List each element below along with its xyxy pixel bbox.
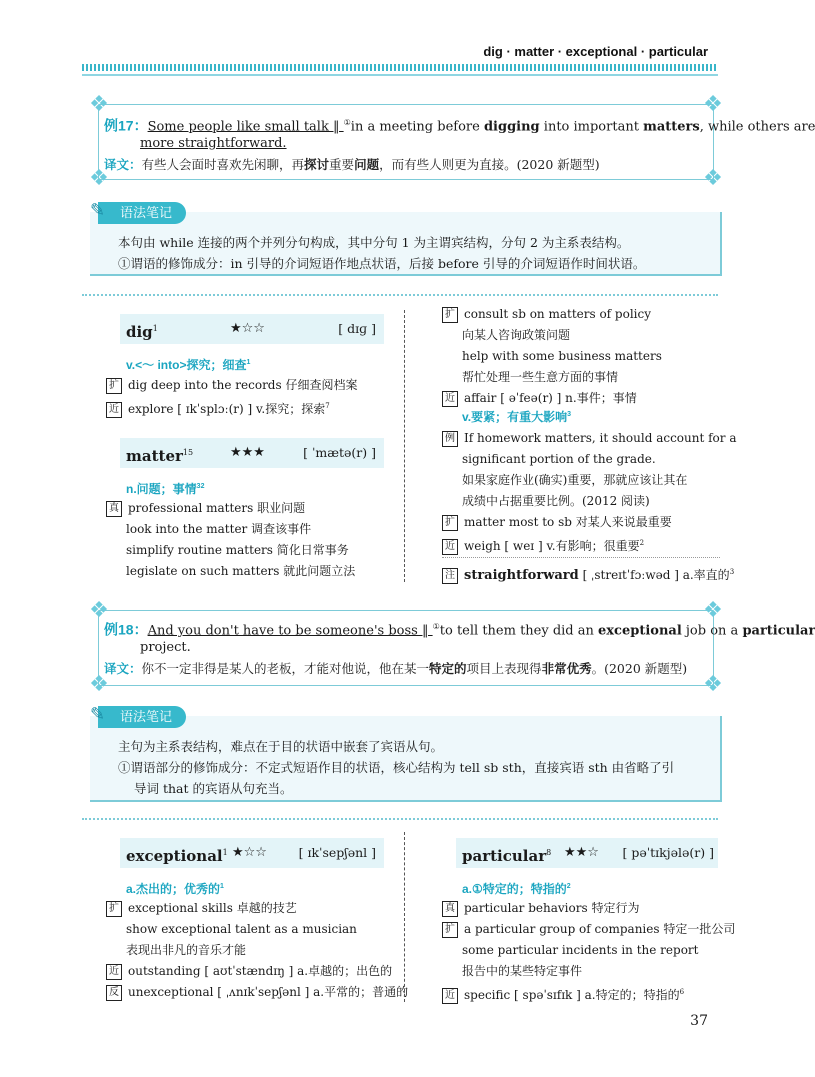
frequency-stars: ★☆☆: [230, 321, 265, 336]
example-label: 例17：: [104, 117, 148, 134]
phonetic: [ pəˈtɪkjələ(r) ]: [622, 845, 714, 860]
entry-line: help with some business matters: [462, 349, 662, 363]
grammar-note-line: 主句为主系表结构，难点在于目的状语中嵌套了宾语从句。: [118, 739, 444, 754]
section-divider: [82, 818, 718, 820]
corner-ornament-icon: ❖: [703, 92, 723, 117]
entry-line: 真 particular behaviors 特定行为: [442, 898, 639, 919]
entry-line: 注 straightforward [ ˌstreɪtˈfɔːwəd ] a.率直的$^3$: [442, 562, 734, 586]
header-decor-rule: [82, 74, 718, 76]
grammar-note-line: 导词 that 的宾语从句充当。: [134, 781, 293, 796]
page-number: 37: [690, 1013, 708, 1029]
entry-line: 如果家庭作业(确实)重要，那就应该让其在: [462, 473, 688, 487]
part-of-speech: n.问题；事情$^{32}$: [126, 482, 205, 496]
tag-zhen: 真: [442, 901, 458, 917]
example-18-translation: 译文：你不一定非得是某人的老板，才能对他说，他在某一特定的项目上表现得非常优秀。(2020 新题型): [104, 661, 688, 676]
entry-line: 近 specific [ spəˈsɪfɪk ] a.特定的；特指的$^6$: [442, 982, 684, 1006]
note-divider: [442, 557, 720, 558]
entry-line: 成绩中占据重要比例。(2012 阅读): [462, 494, 650, 508]
example-label: 例18：: [104, 621, 148, 638]
grammar-note-title: 语法笔记: [98, 202, 186, 224]
headword: dig$^1$: [126, 323, 158, 341]
tag-jin: 近: [442, 988, 458, 1004]
grammar-note-line: 本句由 while 连接的两个并列分句构成，其中分句 1 为主谓宾结构，分句 2 为主系表结构。: [118, 235, 630, 250]
headword: particular$^8$: [462, 847, 552, 865]
entry-line: some particular incidents in the report: [462, 943, 699, 957]
frequency-stars: ★★★: [230, 445, 265, 460]
entry-line: 表现出非凡的音乐才能: [126, 943, 247, 957]
entry-line: 扩 matter most to sb 对某人来说最重要: [442, 512, 672, 533]
entry-line: 帮忙处理一些生意方面的事情: [462, 370, 619, 384]
tag-kuo: 扩: [442, 307, 458, 323]
entry-line: 报告中的某些特定事件: [462, 964, 583, 978]
entry-line: 扩 a particular group of companies 特定一批公司: [442, 919, 735, 940]
tag-fan: 反: [106, 985, 122, 1001]
word-card-dig: [120, 314, 384, 344]
column-divider: [404, 310, 411, 582]
grammar-note-line: ①谓语部分的修饰成分：不定式短语作目的状语，核心结构为 tell sb sth，直接宾语 sth 由省略了引: [118, 760, 675, 775]
example-18-line-1: 例18：And you don't have to be someone's boss ‖ ①to tell them they did an exceptional job on a particular: [104, 621, 815, 639]
section-divider: [82, 294, 718, 296]
tag-zhu: 注: [442, 568, 458, 584]
example-17-line-1: 例17：Some people like small talk ‖ ①in a meeting before digging into important matters, while others are: [104, 117, 815, 135]
entry-line: 近 weigh [ weɪ ] v.有影响；很重要$^2$: [442, 533, 644, 557]
tag-kuo: 扩: [106, 378, 122, 394]
tag-jin: 近: [106, 964, 122, 980]
corner-ornament-icon: ❖: [703, 672, 723, 697]
corner-ornament-icon: ❖: [89, 598, 109, 623]
tag-kuo: 扩: [106, 901, 122, 917]
quill-pen-icon: ✎: [90, 704, 106, 725]
entry-line: significant portion of the grade.: [462, 452, 656, 466]
tag-kuo: 扩: [442, 922, 458, 938]
headword: exceptional$^1$: [126, 847, 228, 865]
entry-line: show exceptional talent as a musician: [126, 922, 357, 936]
corner-ornament-icon: ❖: [703, 598, 723, 623]
entry-line: look into the matter 调查该事件: [126, 522, 312, 536]
word-card-exceptional: [120, 838, 384, 868]
example-17-translation: 译文：有些人会面时喜欢先闲聊，再探讨重要问题，而有些人则更为直接。(2020 新题型): [104, 157, 600, 172]
corner-ornament-icon: ❖: [89, 166, 109, 191]
entry-line: 近 affair [ əˈfeə(r) ] n.事件；事情: [442, 388, 637, 409]
word-card-particular: [456, 838, 718, 868]
corner-ornament-icon: ❖: [703, 166, 723, 191]
part-of-speech: a.①特定的；特指的$^2$: [462, 882, 571, 896]
example-18-line-2: project.: [140, 640, 191, 655]
running-header: dig · matter · exceptional · particular: [483, 44, 708, 59]
part-of-speech: v.要紧；有重大影响$^3$: [462, 410, 572, 424]
entry-line: 近 outstanding [ aʊtˈstændɪŋ ] a.卓越的；出色的: [106, 961, 392, 982]
entry-line: 扩 consult sb on matters of policy: [442, 304, 651, 325]
entry-line: 例 If homework matters, it should account for a: [442, 428, 736, 449]
column-divider: [404, 832, 411, 1002]
headword: matter$^{15}$: [126, 447, 194, 465]
entry-line: legislate on such matters 就此问题立法: [126, 564, 356, 578]
tag-jin: 近: [442, 391, 458, 407]
tag-li: 例: [442, 431, 458, 447]
entry-line: 近 explore [ ɪkˈsplɔː(r) ] v.探究；探索$^7$: [106, 396, 330, 420]
entry-line: 扩 exceptional skills 卓越的技艺: [106, 898, 297, 919]
tag-zhen: 真: [106, 501, 122, 517]
quill-pen-icon: ✎: [90, 200, 106, 221]
entry-line: 反 unexceptional [ ˌʌnɪkˈsepʃənl ] a.平常的；普通的: [106, 982, 408, 1003]
entry-line: simplify routine matters 简化日常事务: [126, 543, 349, 557]
grammar-note-title: 语法笔记: [98, 706, 186, 728]
phonetic: [ ɪkˈsepʃənl ]: [298, 845, 376, 860]
tag-jin: 近: [106, 402, 122, 418]
grammar-note-line: ①谓语的修饰成分：in 引导的介词短语作地点状语，后接 before 引导的介词短语作时间状语。: [118, 256, 646, 271]
entry-line: 真 professional matters 职业问题: [106, 498, 305, 519]
phonetic: [ dɪɡ ]: [338, 321, 376, 336]
tag-kuo: 扩: [442, 515, 458, 531]
word-card-matter: [120, 438, 384, 468]
entry-line: 扩 dig deep into the records 仔细查阅档案: [106, 375, 357, 396]
example-17-line-2: more straightforward.: [140, 136, 287, 151]
corner-ornament-icon: ❖: [89, 92, 109, 117]
header-decor-band: [82, 64, 718, 71]
entry-line: 向某人咨询政策问题: [462, 328, 571, 342]
phonetic: [ ˈmætə(r) ]: [303, 445, 376, 460]
part-of-speech: a.杰出的；优秀的$^1$: [126, 882, 224, 896]
frequency-stars: ★★☆: [564, 845, 599, 860]
part-of-speech: v.<～ into>探究；细查$^1$: [126, 358, 251, 372]
tag-jin: 近: [442, 539, 458, 555]
corner-ornament-icon: ❖: [89, 672, 109, 697]
frequency-stars: ★☆☆: [232, 845, 267, 860]
